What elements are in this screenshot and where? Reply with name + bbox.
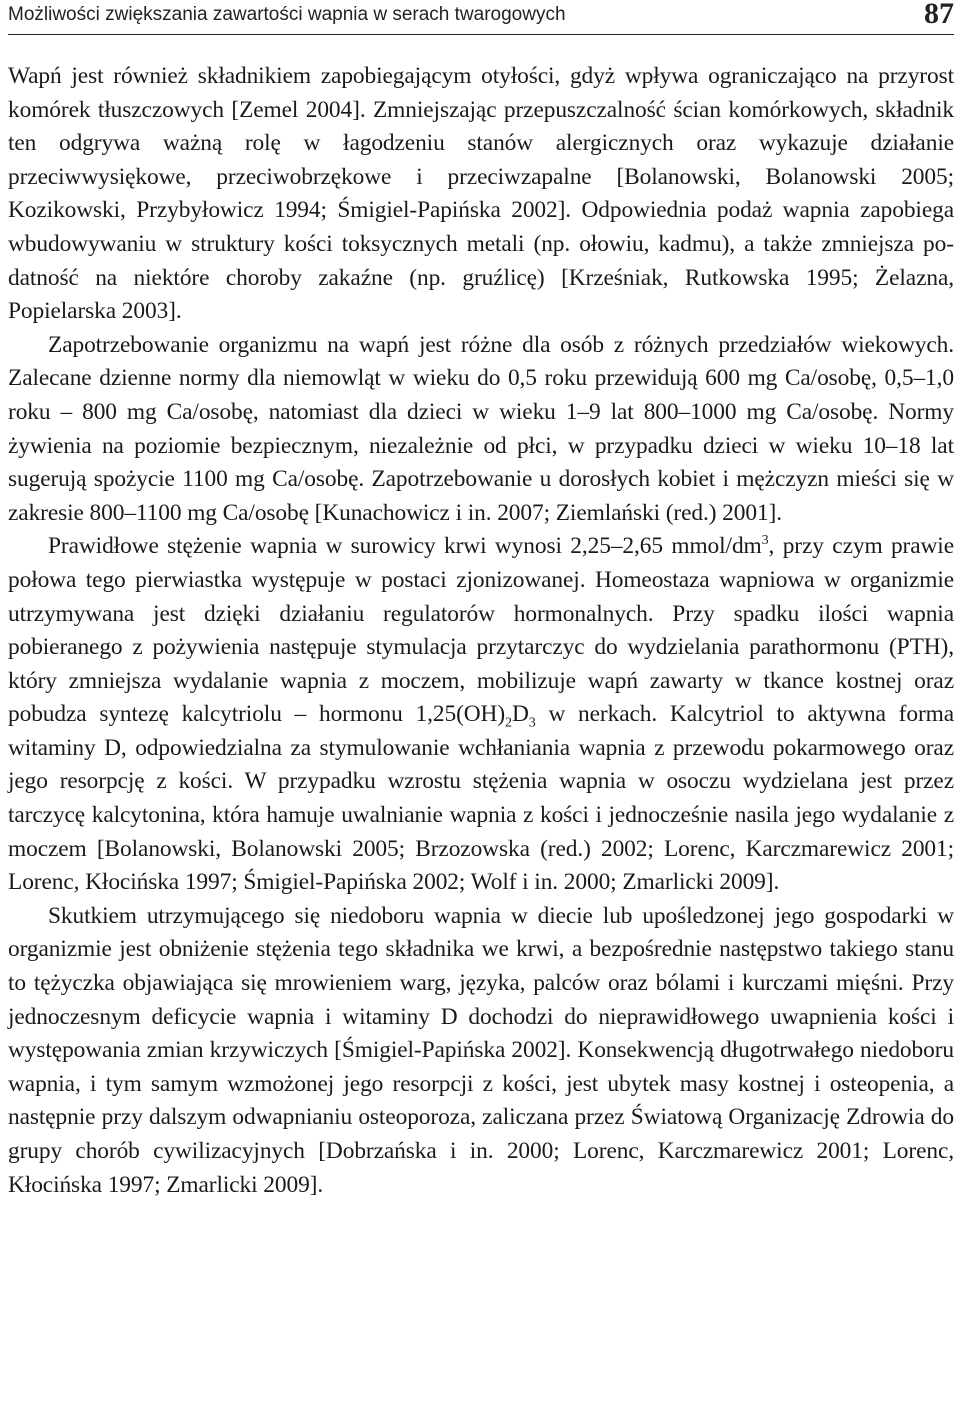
- page-header: [8, 0, 954, 35]
- paragraph-serum-calcium: [8, 530, 954, 900]
- subscript-3: 3: [528, 715, 536, 731]
- paragraph-deficiency: Skutkiem utrzymującego się niedoboru wapnia w diecie lub upośledzonej jego gospodarki w organizmie jest obniżenie stężenia tego składnika we krwi, a bezpośrednie następstwo takiego stanu to tężyczka objawiająca się mrowieniem warg, języka, palców oraz bólami i kurczami mięśni. Przy jednoczesnym deficycie wapnia i witaminy D dochodzi do nieprawidłowego uwapnienia kości i występowania zmian krzywiczych [Śmigiel-Papińska 2002]. Konsekwencją długotrwałego niedoboru wapnia, i tym samym wzmożonej jego resorpcji z kości, jest ubytek masy kostnej i osteopenia, a następnie przy dalszym odwapnianiu osteoporoza, zaliczana przez Światową Organizację Zdrowia do grupy chorób cywilizacyjnych [Dobrzańska i in. 2000; Lorenc, Karczmarewicz 2001; Lorenc, Kłocińska 1997; Zmarlicki 2009].: [8, 902, 954, 1198]
- superscript-3: 3: [761, 533, 769, 549]
- text-segment: D: [511, 701, 529, 728]
- text-segment: , przy czym prawie połowa tego pierwiastka występuje w postaci zjonizowanej. Homeostaza wapniowa w organizmie utrzymywana jest dzięki działaniu regulatorów hormonalnych. Przy spadku ilości wapnia pobieranego z pożywienia następuje stymulacja przytarczyc do wydzielania parathormonu (PTH), który zmniejsza wydalanie wapnia z moczem, mobilizuje wapń zawarty w tkance kostnej oraz pobudza syntezę kalcytriolu – hormonu 1,25(OH): [8, 533, 954, 728]
- running-title: Możliwości zwiększania zawartości wapnia w serach twarogowych: [8, 4, 566, 25]
- text-segment: w nerkach. Kalcytriol to aktywna forma witaminy D, odpowiedzialna za stymulowanie wchłaniania wapnia z przewodu pokarmowego oraz jego resorpcję z kości. W przypadku wzrostu stężenia wapnia w osoczu wydzielana jest przez tarczycę kalcytonina, która hamuje uwalnianie wapnia z kości i jednocześnie nasila jego wydalanie z moczem [Bolanowski, Bolanowski 2005; Brzozowska (red.) 2002; Lorenc, Karczmarewicz 2001; Lorenc, Kłocińska 1997; Śmigiel-Papińska 2002; Wolf i in. 2000; Zmarlicki 2009].: [8, 701, 955, 896]
- page-number: 87: [924, 0, 954, 30]
- paragraph-requirements: Zapotrzebowanie organizmu na wapń jest różne dla osób z różnych przedziałów wiekowych. Zalecane dzienne normy dla niemowląt w wieku do 0,5 roku przewidują 600 mg Ca/osobę, 0,5–1,0 roku – 800 mg Ca/osobę, natomiast dla dzieci w wieku 1–9 lat 800–1000 mg Ca/osobę. Normy żywienia na poziomie bezpiecznym, niezależnie od płci, w przypadku dzieci w wieku 10–18 lat sugerują spożycie 1100 mg Ca/osobę. Zapotrzebowanie u dorosłych kobiet i mężczyzn mieści się w zakresie 800–1100 mg Ca/osobę [Kunachowicz i in. 2007; Ziemlański (red.) 2001].: [8, 331, 954, 526]
- paragraph-obesity: Wapń jest również składnikiem zapobiegającym otyłości, gdyż wpływa ograniczająco na przyrost komórek tłuszczowych [Zemel 2004]. Zmniejszając przepuszczalność ścian komórkowych, składnik ten odgrywa ważną rolę w łagodzeniu stanów alergicznych oraz wykazuje działanie przeciwwysiękowe, przeciwobrzękowe i przeciwzapalne [Bolanowski, Bolanowski 2005; Kozikowski, Przybyłowicz 1994; Śmigiel-Papińska 2002]. Odpowiednia podaż wapnia zapobiega wbudowywaniu w struktury kości toksycznych metali (np. ołowiu, kadmu), a także zmniejsza podatność na niektóre choroby zakaźne (np. gruźlicę) [Krześniak, Rutkowska 1995; Żelazna, Popielarska 2003].: [8, 63, 954, 325]
- text-segment: Prawidłowe stężenie wapnia w surowicy krwi wynosi 2,25–2,65 mmol/dm: [48, 533, 762, 560]
- body-text: [8, 60, 954, 1202]
- subscript-2: 2: [505, 715, 512, 731]
